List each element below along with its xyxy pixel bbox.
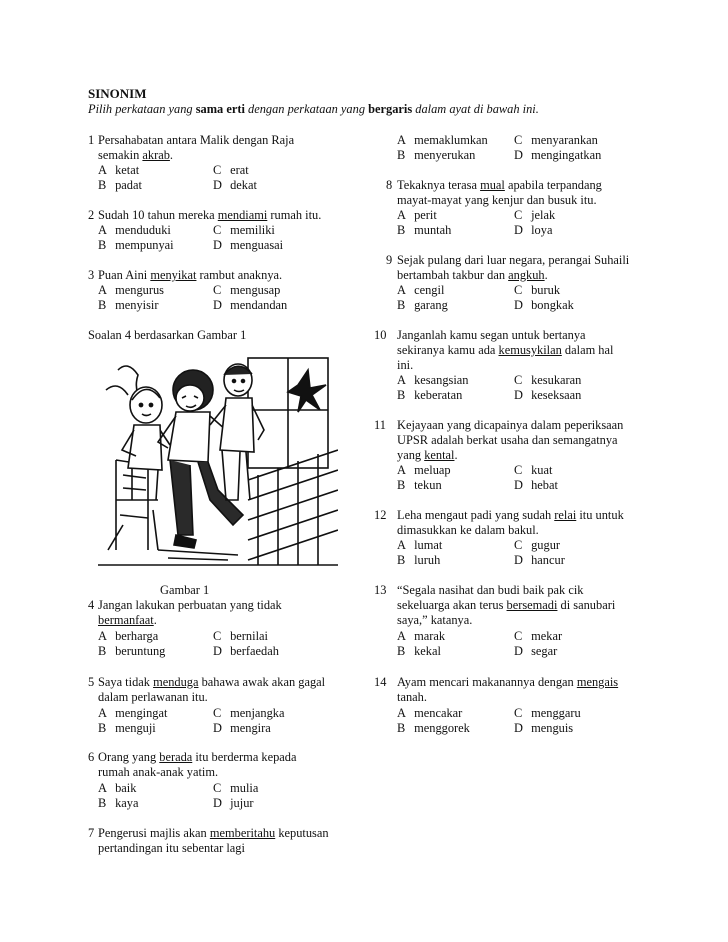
option-b[interactable]: B menyerukan [397, 148, 476, 162]
question-6 [88, 750, 358, 812]
option-b[interactable]: B padat [98, 178, 142, 192]
question-text: Orang yang berada itu berderma kepada [98, 750, 297, 764]
option-c[interactable]: C kesukaran [514, 373, 582, 387]
option-a[interactable]: A marak [397, 629, 446, 643]
question-text: Sejak pulang dari luar negara, perangai Suhaili [397, 253, 630, 267]
option-c[interactable]: C menyarankan [514, 133, 598, 147]
question-text: semakin akrab. [98, 148, 174, 162]
underlined-word: kental [424, 448, 455, 462]
option-a[interactable]: A berharga [98, 629, 159, 643]
question-5 [88, 675, 358, 737]
option-a[interactable]: A lumat [397, 538, 443, 552]
underlined-word: memberitahu [209, 826, 276, 840]
question-text: bertambah takbur dan angkuh. [397, 268, 548, 282]
option-c[interactable]: C kuat [514, 463, 553, 477]
option-c[interactable]: C menggaru [514, 706, 581, 720]
question-text: Saya tidak menduga bahawa awak akan gagal [98, 675, 326, 689]
option-d[interactable]: D mengira [213, 721, 271, 735]
question-number: 10 [374, 328, 387, 342]
option-a[interactable]: A ketat [98, 163, 140, 177]
option-d[interactable]: D jujur [213, 796, 254, 810]
option-a[interactable]: A kesangsian [397, 373, 469, 387]
option-d[interactable]: D menguis [514, 721, 574, 735]
question-text: UPSR adalah berkat usaha dan semangatnya [397, 433, 618, 447]
question-text: bermanfaat. [98, 613, 157, 627]
option-d[interactable]: D loya [514, 223, 553, 237]
option-b[interactable]: B mempunyai [98, 238, 174, 252]
option-b[interactable]: B muntah [397, 223, 452, 237]
option-b[interactable]: B menyisir [98, 298, 159, 312]
question-text: dimasukkan ke dalam bakul. [397, 523, 539, 537]
question-text: Jangan lakukan perbuatan yang tidak [98, 598, 282, 612]
gambar-1-illustration [98, 350, 338, 575]
option-d[interactable]: D hebat [514, 478, 558, 492]
question-number: 14 [374, 675, 387, 689]
underlined-word: relai [554, 508, 577, 522]
question-number: 2 [88, 208, 95, 222]
underlined-word: mendiami [217, 208, 268, 222]
question-number: 3 [88, 268, 95, 282]
question-text: sekiranya kamu ada kemusykilan dalam hal [397, 343, 614, 357]
question-text: Kejayaan yang dicapainya dalam peperiksaan [397, 418, 624, 432]
option-b[interactable]: B garang [397, 298, 448, 312]
question-text: Janganlah kamu segan untuk bertanya [397, 328, 586, 342]
question-1 [88, 133, 358, 193]
option-a[interactable]: A cengil [397, 283, 445, 297]
option-d[interactable]: D dekat [213, 178, 257, 192]
option-a[interactable]: A menduduki [98, 223, 171, 237]
option-c[interactable]: C mengusap [213, 283, 281, 297]
option-c[interactable]: C gugur [514, 538, 561, 552]
question-text: dalam perlawanan itu. [98, 690, 208, 704]
question-text: Pengerusi majlis akan memberitahu keputusan [98, 826, 329, 840]
question-10 [374, 328, 674, 406]
option-c[interactable]: C mulia [213, 781, 259, 795]
question-number: 8 [386, 178, 393, 192]
option-b[interactable]: B kekal [397, 644, 441, 658]
question-number: 4 [88, 598, 95, 612]
option-b[interactable]: B menguji [98, 721, 156, 735]
question-text: Sudah 10 tahun mereka mendiami rumah itu. [98, 208, 322, 222]
option-b[interactable]: B luruh [397, 553, 441, 567]
question-number: 11 [374, 418, 386, 432]
option-c[interactable]: C memiliki [213, 223, 275, 237]
underlined-word: kemusykilan [498, 343, 562, 357]
option-c[interactable]: C jelak [514, 208, 556, 222]
question-text: rumah anak-anak yatim. [98, 765, 219, 779]
option-d[interactable]: D mendandan [213, 298, 288, 312]
question-number: 7 [88, 826, 95, 840]
question-4 [88, 598, 358, 660]
question-13 [374, 583, 674, 661]
question-7 [88, 826, 358, 858]
question-text: mayat-mayat yang kenjur dan busuk itu. [397, 193, 597, 207]
option-b[interactable]: B beruntung [98, 644, 166, 658]
option-c[interactable]: C menjangka [213, 706, 285, 720]
option-a[interactable]: A perit [397, 208, 437, 222]
question-2 [88, 208, 358, 258]
question-number: 13 [374, 583, 387, 597]
question-11 [374, 418, 674, 496]
option-a[interactable]: A mencakar [397, 706, 463, 720]
underlined-word: menyikat [150, 268, 197, 282]
question-text: Tekaknya terasa mual apabila terpandang [397, 178, 602, 192]
question-number: 9 [386, 253, 393, 267]
question-text: yang kental. [397, 448, 458, 462]
question-7-options [374, 133, 674, 165]
option-a[interactable]: A mengingat [98, 706, 168, 720]
underlined-word: bersemadi [506, 598, 558, 612]
underlined-word: berada [159, 750, 193, 764]
option-d[interactable]: D berfaedah [213, 644, 279, 658]
question-text: Puan Aini menyikat rambut anaknya. [98, 268, 283, 282]
instruction [88, 102, 539, 117]
instruction-bold: bergaris [368, 102, 413, 116]
instruction-text: dalam ayat di bawah ini. [412, 102, 539, 116]
instruction-text: Pilih perkataan yang [88, 102, 196, 116]
question-12 [374, 508, 674, 570]
option-a[interactable]: A memaklumkan [397, 133, 488, 147]
question-number: 12 [374, 508, 387, 522]
option-a[interactable]: A baik [98, 781, 137, 795]
question-text: ini. [397, 358, 414, 372]
question-text: “Segala nasihat dan budi baik pak cik [397, 583, 584, 597]
question-8 [374, 178, 674, 240]
question-number: 5 [88, 675, 95, 689]
underlined-word: menduga [153, 675, 199, 689]
option-b[interactable]: B kaya [98, 796, 139, 810]
question-number: 6 [88, 750, 95, 764]
underlined-word: akrab [142, 148, 170, 162]
option-b[interactable]: B menggorek [397, 721, 470, 735]
question-text: Ayam mencari makanannya dengan mengais [397, 675, 619, 689]
option-d[interactable]: D segar [514, 644, 558, 658]
figure-caption: Gambar 1 [160, 583, 210, 597]
option-d[interactable]: D menguasai [213, 238, 284, 252]
option-a[interactable]: A meluap [397, 463, 451, 477]
option-c[interactable]: C buruk [514, 283, 561, 297]
option-c[interactable]: C erat [213, 163, 249, 177]
question-text: tanah. [397, 690, 427, 704]
option-d[interactable]: D bongkak [514, 298, 574, 312]
underlined-word: mual [480, 178, 505, 192]
option-d[interactable]: D mengingatkan [514, 148, 602, 162]
instruction-text: dengan perkataan yang [244, 102, 369, 116]
option-d[interactable]: D hancur [514, 553, 565, 567]
option-b[interactable]: B tekun [397, 478, 442, 492]
question-text: pertandingan itu sebentar lagi [98, 841, 245, 855]
option-c[interactable]: C bernilai [213, 629, 268, 643]
option-c[interactable]: C mekar [514, 629, 563, 643]
option-b[interactable]: B keberatan [397, 388, 463, 402]
question-3 [88, 268, 358, 318]
page-title: SINONIM [88, 86, 147, 101]
question-14 [374, 675, 674, 737]
underlined-word: bermanfaat [98, 613, 154, 627]
underlined-word: angkuh [508, 268, 545, 282]
option-a[interactable]: A mengurus [98, 283, 164, 297]
section-note: Soalan 4 berdasarkan Gambar 1 [88, 328, 247, 342]
question-text: saya,” katanya. [397, 613, 473, 627]
question-9 [374, 253, 674, 315]
question-text: Leha mengaut padi yang sudah relai itu untuk [397, 508, 624, 522]
underlined-word: mengais [576, 675, 619, 689]
question-text: Persahabatan antara Malik dengan Raja [98, 133, 295, 147]
question-text: sekeluarga akan terus bersemadi di sanubari [397, 598, 616, 612]
instruction-bold: sama erti [195, 102, 245, 116]
option-d[interactable]: D keseksaan [514, 388, 582, 402]
question-number: 1 [88, 133, 95, 147]
